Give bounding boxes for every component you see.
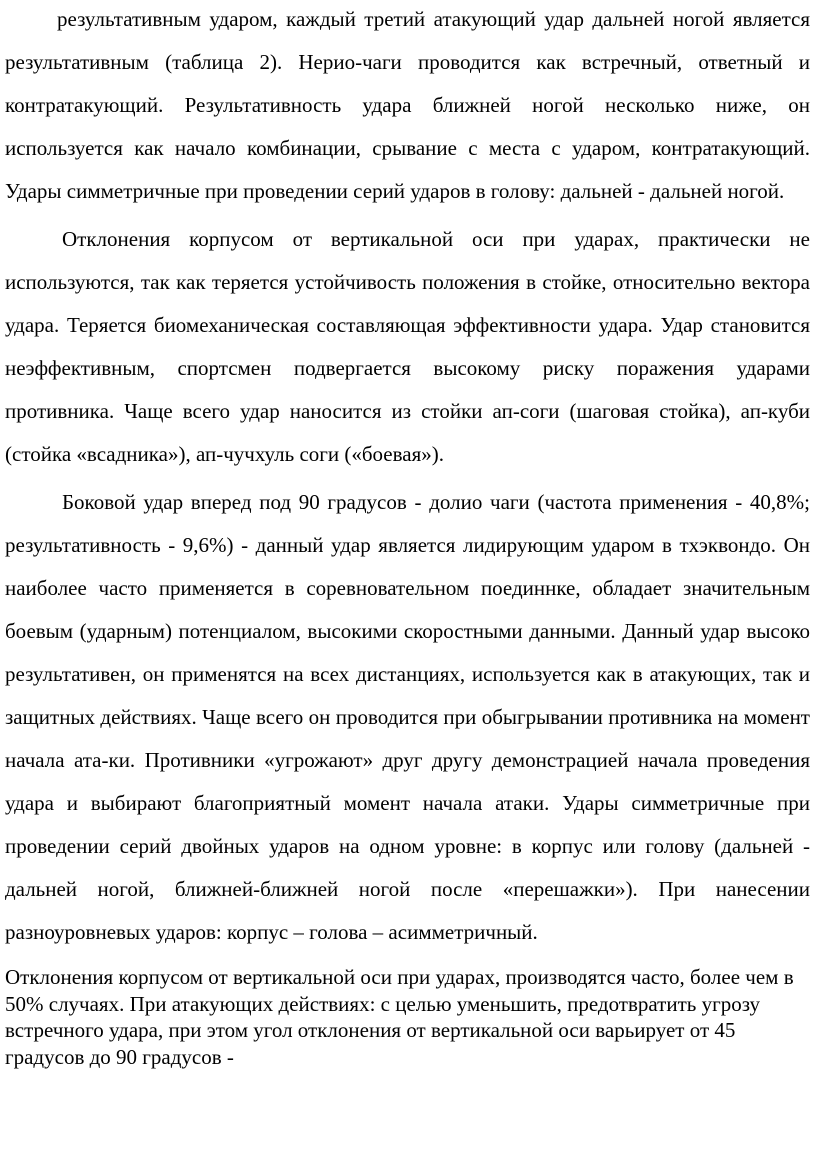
paragraph-4: Отклонения корпусом от вертикальной оси при ударах, производятся часто, более чем в 50% случаях. При атакующих действиях: с целью уменьшить, предотвратить угрозу встречного удара, при этом угол отклонения от вертикальной оси варьирует от 45 градусов до 90 градусов -	[5, 965, 794, 1069]
paragraph-1: результативным ударом, каждый третий атакующий удар дальней ногой является результативным (таблица 2). Нерио-чаги проводится как встречный, ответный и контратакующий. Результативность удара ближней ногой несколько ниже, он используется как начало комбинации, срывание с места с ударом, контратакующий. Удары симметричные при проведении серий ударов в голову: дальней - дальней ногой.	[5, 7, 810, 203]
paragraph-3: Боковой удар вперед под 90 градусов - долио чаги (частота применения - 40,8%; результативность - 9,6%) - данный удар является лидирующим ударом в тхэквондо. Он наиболее часто применяется в соревновательном поединнке, обладает значительным боевым (ударным) потенциалом, высокими скоростными данными. Данный удар высоко результативен, он применятся на всех дистанциях, используется как в атакующих, так и защитных действиях. Чаще всего он проводится при обыгрывании противника на момент начала ата-ки. Противники «угрожают» друг другу демонстрацией начала проведения удара и выбирают благоприятный момент начала атаки. Удары симметричные при проведении серий двойных ударов на одном уровне: в корпус или голову (дальней - дальней ногой, ближней-ближней ногой после «перешажки»). При нанесении разноуровневых ударов: корпус – голова – асимметричный.	[5, 490, 810, 944]
paragraph-2: Отклонения корпусом от вертикальной оси при ударах, практически не используются, так как теряется устойчивость положения в стойке, относительно вектора удара. Теряется биомеханическая составляющая эффективности удара. Удар становится неэффективным, спортсмен подвергается высокому риску поражения ударами противника. Чаще всего удар наносится из стойки ап-соги (шаговая стойка), ап-куби (стойка «всадника»), ап-чучхуль соги («боевая»).	[5, 227, 810, 466]
